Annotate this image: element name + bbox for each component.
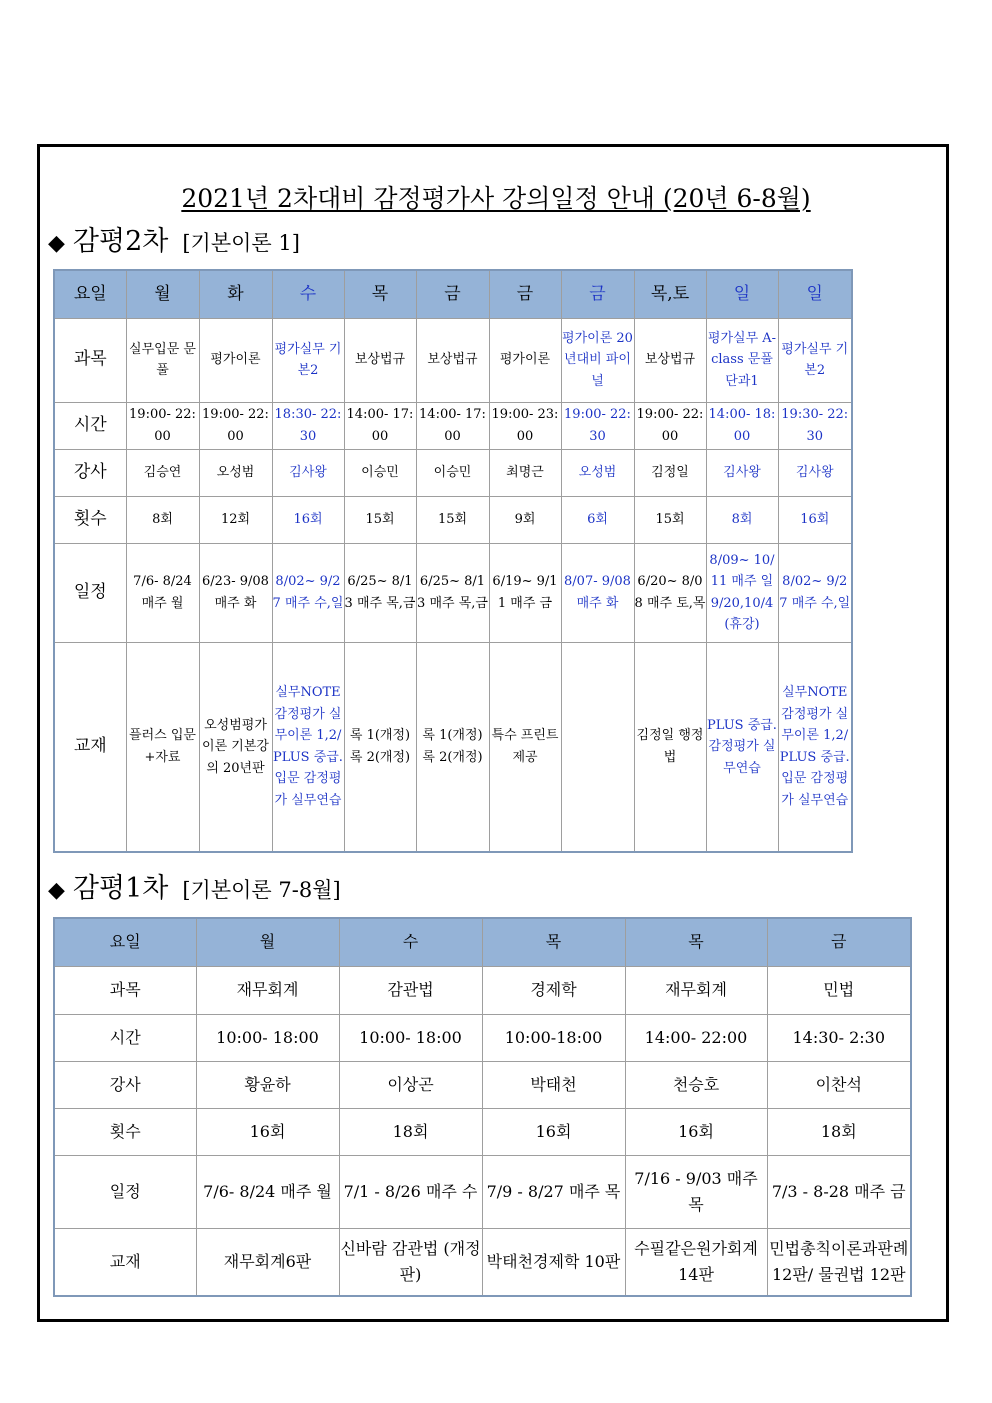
row-label: 횟수 bbox=[54, 496, 126, 543]
cell-time: 14:30- 2:30 bbox=[767, 1014, 911, 1061]
section-heading-1st: ◆ 감평1차 [기본이론 7-8월] bbox=[48, 873, 341, 907]
row-time bbox=[54, 1014, 911, 1061]
row-label: 시간 bbox=[54, 402, 126, 449]
cell-schedule: 6/20~ 8/08 매주 토,목 bbox=[634, 543, 706, 642]
diamond-bullet-icon: ◆ bbox=[48, 878, 65, 903]
row-label: 강사 bbox=[54, 1061, 196, 1108]
row-label: 일정 bbox=[54, 543, 126, 642]
row-textbook bbox=[54, 642, 852, 852]
cell-subject: 평가실무 기본2 bbox=[272, 318, 344, 402]
cell-textbook: 록 1(개정) 록 2(개정) bbox=[344, 642, 416, 852]
cell-lecturer: 박태천 bbox=[482, 1061, 625, 1108]
cell-lecturer: 이승민 bbox=[416, 449, 489, 496]
cell-count: 8회 bbox=[126, 496, 199, 543]
cell-day: 목,토 bbox=[634, 270, 706, 318]
cell-schedule: 6/25~ 8/13 매주 목,금 bbox=[416, 543, 489, 642]
row-subject bbox=[54, 966, 911, 1014]
cell-count: 9회 bbox=[489, 496, 561, 543]
cell-textbook: PLUS 중급. 감정평가 실무연습 bbox=[706, 642, 778, 852]
row-lecturer bbox=[54, 1061, 911, 1108]
cell-time: 14:00- 17:00 bbox=[416, 402, 489, 449]
cell-count: 15회 bbox=[344, 496, 416, 543]
section-heading-2nd: ◆ 감평2차 [기본이론 1] bbox=[48, 226, 300, 260]
cell-lecturer: 이상곤 bbox=[339, 1061, 482, 1108]
cell-subject: 평가실무 A-class 문풀단과1 bbox=[706, 318, 778, 402]
row-count bbox=[54, 1108, 911, 1155]
cell-day: 화 bbox=[199, 270, 272, 318]
cell-lecturer: 이찬석 bbox=[767, 1061, 911, 1108]
cell-time: 14:00- 22:00 bbox=[625, 1014, 767, 1061]
cell-time: 19:00- 22:30 bbox=[561, 402, 634, 449]
cell-day: 일 bbox=[706, 270, 778, 318]
cell-textbook: 록 1(개정) 록 2(개정) bbox=[416, 642, 489, 852]
cell-time: 19:00- 22:00 bbox=[199, 402, 272, 449]
row-label: 과목 bbox=[54, 966, 196, 1014]
cell-subject: 평가이론 bbox=[489, 318, 561, 402]
row-subject bbox=[54, 318, 852, 402]
row-label: 교재 bbox=[54, 642, 126, 852]
cell-subject: 보상법규 bbox=[634, 318, 706, 402]
cell-schedule: 7/6- 8/24 매주 월 bbox=[126, 543, 199, 642]
cell-subject: 재무회계 bbox=[625, 966, 767, 1014]
cell-lecturer: 김정일 bbox=[634, 449, 706, 496]
row-label: 횟수 bbox=[54, 1108, 196, 1155]
cell-textbook: 오성범평가이론 기본강의 20년판 bbox=[199, 642, 272, 852]
cell-day: 금 bbox=[767, 918, 911, 966]
cell-lecturer: 김사왕 bbox=[778, 449, 852, 496]
row-label: 일정 bbox=[54, 1155, 196, 1228]
cell-subject: 경제학 bbox=[482, 966, 625, 1014]
cell-time: 14:00- 17:00 bbox=[344, 402, 416, 449]
cell-subject: 감관법 bbox=[339, 966, 482, 1014]
cell-textbook: 특수 프린트 제공 bbox=[489, 642, 561, 852]
row-day bbox=[54, 270, 852, 318]
cell-day: 목 bbox=[625, 918, 767, 966]
cell-schedule: 7/16 - 9/03 매주 목 bbox=[625, 1155, 767, 1228]
cell-day: 금 bbox=[416, 270, 489, 318]
cell-day: 수 bbox=[339, 918, 482, 966]
cell-count: 16회 bbox=[272, 496, 344, 543]
cell-schedule: 7/6- 8/24 매주 월 bbox=[196, 1155, 339, 1228]
cell-time: 19:00- 22:00 bbox=[126, 402, 199, 449]
cell-subject: 실무입문 문풀 bbox=[126, 318, 199, 402]
cell-count: 16회 bbox=[625, 1108, 767, 1155]
cell-lecturer: 오성범 bbox=[561, 449, 634, 496]
cell-lecturer: 최명근 bbox=[489, 449, 561, 496]
cell-day: 월 bbox=[126, 270, 199, 318]
cell-lecturer: 김사왕 bbox=[272, 449, 344, 496]
row-lecturer bbox=[54, 449, 852, 496]
cell-textbook: 박태천경제학 10판 bbox=[482, 1228, 625, 1296]
cell-schedule: 8/02~ 9/27 매주 수,일 bbox=[778, 543, 852, 642]
cell-textbook: 실무NOTE 감정평가 실무이론 1,2/ PLUS 중급.입문 감정평가 실무연습 bbox=[272, 642, 344, 852]
lecture-table-1st bbox=[53, 917, 912, 1297]
cell-time: 19:30- 22:30 bbox=[778, 402, 852, 449]
page-title: 2021년 2차대비 감정평가사 강의일정 안내 (20년 6-8월) bbox=[181, 184, 811, 213]
cell-lecturer: 김승연 bbox=[126, 449, 199, 496]
cell-lecturer: 천승호 bbox=[625, 1061, 767, 1108]
cell-count: 6회 bbox=[561, 496, 634, 543]
row-textbook bbox=[54, 1228, 911, 1296]
cell-day: 금 bbox=[561, 270, 634, 318]
row-time bbox=[54, 402, 852, 449]
cell-textbook: 민법총칙이론과판례 12판/ 물권법 12판 bbox=[767, 1228, 911, 1296]
row-schedule bbox=[54, 1155, 911, 1228]
cell-time: 10:00-18:00 bbox=[482, 1014, 625, 1061]
cell-schedule: 8/02~ 9/27 매주 수,일 bbox=[272, 543, 344, 642]
cell-textbook: 김정일 행정법 bbox=[634, 642, 706, 852]
cell-time: 10:00- 18:00 bbox=[339, 1014, 482, 1061]
row-label: 강사 bbox=[54, 449, 126, 496]
cell-subject: 평가이론 bbox=[199, 318, 272, 402]
cell-time: 18:30- 22:30 bbox=[272, 402, 344, 449]
cell-count: 18회 bbox=[767, 1108, 911, 1155]
cell-subject: 보상법규 bbox=[416, 318, 489, 402]
cell-count: 15회 bbox=[634, 496, 706, 543]
cell-textbook: 플러스 입문+자료 bbox=[126, 642, 199, 852]
row-label: 요일 bbox=[54, 918, 196, 966]
cell-day: 월 bbox=[196, 918, 339, 966]
cell-count: 16회 bbox=[482, 1108, 625, 1155]
cell-textbook: 실무NOTE 감정평가 실무이론 1,2/ PLUS 중급.입문 감정평가 실무연습 bbox=[778, 642, 852, 852]
row-label: 요일 bbox=[54, 270, 126, 318]
cell-schedule: 7/3 - 8-28 매주 금 bbox=[767, 1155, 911, 1228]
cell-textbook bbox=[561, 642, 634, 852]
cell-day: 일 bbox=[778, 270, 852, 318]
cell-textbook: 수필같은원가회계14판 bbox=[625, 1228, 767, 1296]
cell-subject: 재무회계 bbox=[196, 966, 339, 1014]
cell-textbook: 재무회계6판 bbox=[196, 1228, 339, 1296]
cell-lecturer: 황윤하 bbox=[196, 1061, 339, 1108]
cell-time: 10:00- 18:00 bbox=[196, 1014, 339, 1061]
cell-time: 14:00- 18:00 bbox=[706, 402, 778, 449]
cell-lecturer: 이승민 bbox=[344, 449, 416, 496]
cell-count: 16회 bbox=[196, 1108, 339, 1155]
cell-count: 15회 bbox=[416, 496, 489, 543]
lecture-table-2nd bbox=[53, 269, 853, 853]
cell-count: 16회 bbox=[778, 496, 852, 543]
cell-subject: 평가이론 20년대비 파이널 bbox=[561, 318, 634, 402]
cell-schedule: 7/1 - 8/26 매주 수 bbox=[339, 1155, 482, 1228]
cell-lecturer: 김사왕 bbox=[706, 449, 778, 496]
cell-count: 18회 bbox=[339, 1108, 482, 1155]
cell-schedule: 6/25~ 8/13 매주 목,금 bbox=[344, 543, 416, 642]
cell-day: 목 bbox=[344, 270, 416, 318]
cell-count: 8회 bbox=[706, 496, 778, 543]
cell-subject: 보상법규 bbox=[344, 318, 416, 402]
cell-day: 수 bbox=[272, 270, 344, 318]
diamond-bullet-icon: ◆ bbox=[48, 231, 65, 256]
row-schedule bbox=[54, 543, 852, 642]
cell-schedule: 6/23- 9/08 매주 화 bbox=[199, 543, 272, 642]
cell-lecturer: 오성범 bbox=[199, 449, 272, 496]
cell-time: 19:00- 22:00 bbox=[634, 402, 706, 449]
cell-schedule: 7/9 - 8/27 매주 목 bbox=[482, 1155, 625, 1228]
cell-schedule: 8/09~ 10/11 매주 일 9/20,10/4 (휴강) bbox=[706, 543, 778, 642]
row-count bbox=[54, 496, 852, 543]
cell-schedule: 6/19~ 9/11 매주 금 bbox=[489, 543, 561, 642]
cell-day: 금 bbox=[489, 270, 561, 318]
cell-textbook: 신바람 감관법 (개정판) bbox=[339, 1228, 482, 1296]
cell-subject: 민법 bbox=[767, 966, 911, 1014]
row-label: 시간 bbox=[54, 1014, 196, 1061]
cell-schedule: 8/07- 9/08 매주 화 bbox=[561, 543, 634, 642]
cell-day: 목 bbox=[482, 918, 625, 966]
cell-count: 12회 bbox=[199, 496, 272, 543]
cell-time: 19:00- 23:00 bbox=[489, 402, 561, 449]
cell-subject: 평가실무 기본2 bbox=[778, 318, 852, 402]
row-label: 과목 bbox=[54, 318, 126, 402]
row-label: 교재 bbox=[54, 1228, 196, 1296]
row-day bbox=[54, 918, 911, 966]
